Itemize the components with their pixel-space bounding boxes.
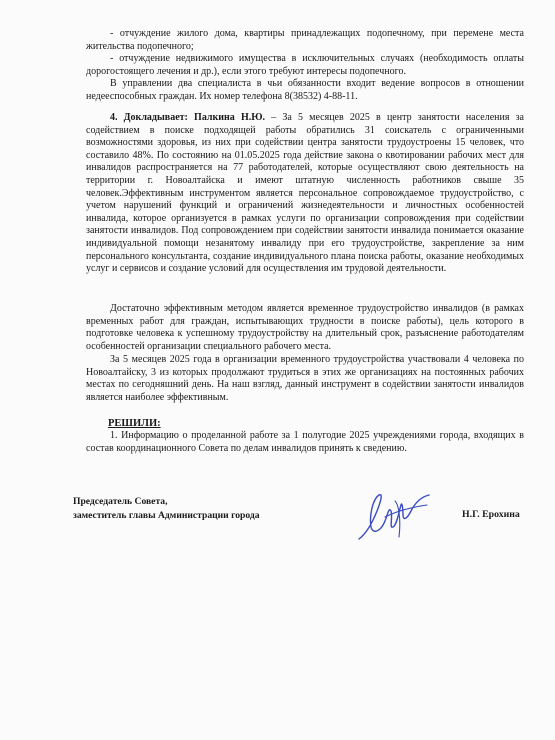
signatory-title-line-2: заместитель главы Администрации города bbox=[73, 509, 260, 521]
paragraph-five-months-results: За 5 месяцев 2025 года в организации временного трудоустройства участвовали 4 человека по Новоалтайску, 3 из которых продолжают трудиться в этих же организациях на постоянных рабочих местах по сегодняшний день. На наш взгляд, данный инструмент в содействии занятости инвалидов является наиболее эффективным. bbox=[86, 354, 524, 403]
handwritten-signature bbox=[355, 481, 435, 547]
paragraph-temporary-employment: Достаточно эффективным методом является временное трудоустройство инвалидов (в рамках временных работ для граждан, испытывающих трудности в поиске работы), цель которого в подготовке человека к успешному трудоустройству на длительный срок, разъяснение работодателям особенностей организации специального рабочего места. bbox=[86, 303, 524, 352]
decision-section bbox=[86, 430, 524, 455]
signatory-title-line-1: Председатель Совета, bbox=[73, 496, 168, 507]
paragraph-real-estate-alienation: - отчуждение недвижимого имущества в исключительных случаях (необходимость оплаты дорогостоящего лечения и др.), если этого требуют интересы подопечного. bbox=[86, 53, 524, 77]
decision-heading: РЕШИЛИ: bbox=[108, 418, 161, 429]
five-months-paragraph bbox=[86, 354, 524, 404]
signatory-name: Н.Г. Ерохина bbox=[462, 509, 520, 520]
item-4-text: – За 5 месяцев 2025 в центр занятости населения за содействием в поиске подходящей работы обратились 31 соискатель с ограниченными возможностями здоровья, из них при содействии центра занятости трудоустроены 15 человек, что составило 48%. По состоянию на 01.05.2025 года действие закона о квотировании рабочих мест для инвалидов распространяется на 77 работодателей, которые осуществляют свою деятельность на территории г. Новоалтайска и имеют штатную численность работников свыше 35 человек.Эффективным инструментом является персональное сопровождаемое трудоустройство, с учетом нарушений функций и ограничений жизнедеятельности и личностных особенностей инвалида, которое организуется в рамках услуги по организации сопровождения при содействии занятости инвалидов. Под сопровождением при содействии занятости инвалида понимается оказание индивидуальной помощи незанятому инвалиду при его трудоустройстве, закрепление за ним персонального консультанта, создание индивидуального плана поиска работы, оказание необходимых услуг и сервисов и создание условий для осуществления им трудовой деятельности. bbox=[86, 112, 524, 275]
paragraph-specialists-contact: В управлении два специалиста в чьи обязанности входит ведение вопросов в отношении недееспособных граждан. Их номер телефона 8(38532) 4-88-11. bbox=[86, 78, 524, 102]
item-4-speaker: 4. Докладывает: Палкина Н.Ю. bbox=[110, 112, 266, 123]
item-4-paragraph bbox=[86, 112, 524, 276]
guardianship-section bbox=[86, 28, 524, 104]
item-4-section bbox=[86, 112, 524, 276]
temporary-employment-paragraph bbox=[86, 303, 524, 353]
signatory-title bbox=[73, 495, 260, 522]
decision-item-1: 1. Информацию о проделанной работе за 1 полугодие 2025 учреждениями города, входящих в состав координационного Совета по делам инвалидов принять к сведению. bbox=[86, 430, 524, 454]
paragraph-dwelling-alienation: - отчуждение жилого дома, квартиры принадлежащих подопечному, при перемене места жительства подопечного; bbox=[86, 28, 524, 52]
